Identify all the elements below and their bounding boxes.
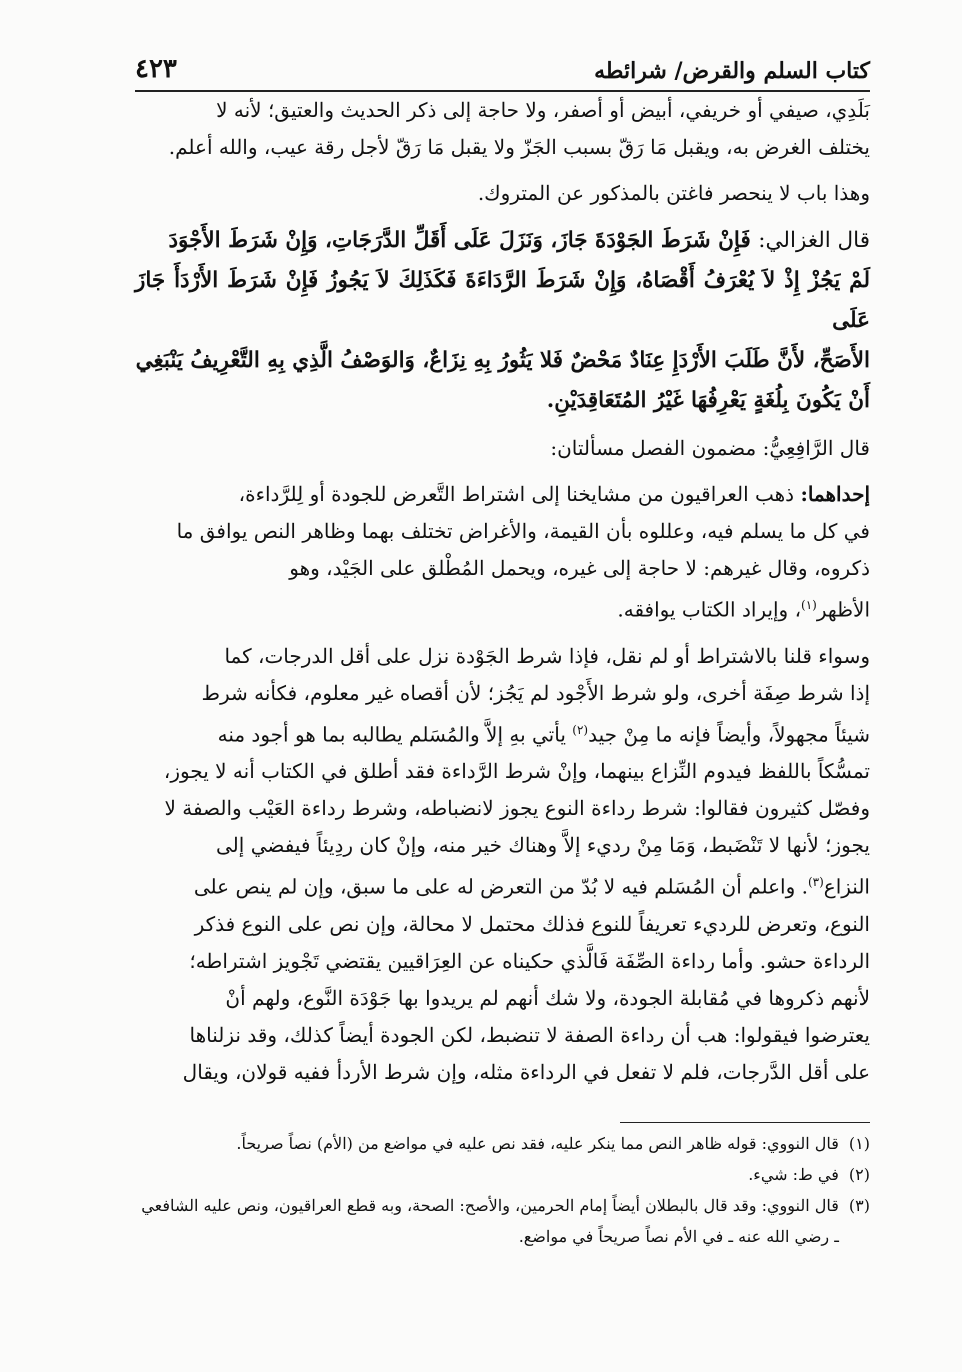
footnote [135, 1128, 870, 1159]
text-line: يختلف الغرض به، ويقبل مَا رَقّ بسبب الجَزّ ولا يقبل مَا رَقّ لأجل رقة عيب، والله أعلم. [168, 135, 870, 159]
ghazali-quote [135, 221, 870, 421]
page-header [135, 38, 870, 92]
text-line: إذا شرط صِفَة أخرى، ولو شرط الأَجْود لم يَجُز؛ لأن أقصاه غير معلوم، فكأنه شرط [201, 680, 870, 705]
text-fragment: النزاع [823, 874, 870, 899]
paragraph-discussion [135, 638, 870, 1091]
footnote-number: (١) [848, 1134, 870, 1153]
text-line: وسواء قلنا بالاشتراط أو لم نقل، فإذا شرط الجَوْدة نزل على أقل الدرجات، كما [224, 643, 870, 668]
running-title: كتاب السلم والقرض/ شرائطه [594, 58, 870, 84]
page-number: ٤٢٣ [135, 54, 177, 84]
paragraph-first-issue [135, 476, 870, 629]
text-line: على أقل الدَّرجات، فلم لا تفعل في الرداءة مثله، وإن شرط الأردأ ففيه قولان، ويقال [182, 1059, 870, 1084]
footnote-text: قال النووي: وقد قال بالبطلان أيضاً إمام الحرمين، والأصح: الصحة، وبه قطع العراقيون، ونص عليه الشافعي ـ رضي الله عنه ـ في الأم نصاً صريحاً في مواضع. [141, 1196, 839, 1246]
paragraph-1 [135, 92, 870, 166]
text-fragment: . واعلم أن المُسَلم فيه لا بُدّ من التعرض له على ما سبق، وإن لم ينص على [193, 874, 808, 899]
paragraph-2: وهذا باب لا ينحصر فاغتن بالمذكور عن المتروك. [477, 181, 870, 205]
text-line: ذهب العراقيون من مشايخنا إلى اشتراط التَّعرض للجودة أو لِلرَّداءة، [238, 482, 795, 506]
text-line: ذكروه، وقال غيرهم: لا حاجة إلى غيره، ويحمل المُطْلق على الجَيْد، وهو [289, 556, 870, 580]
paragraph-rafii: قال الرَّافِعِيُّ: مضمون الفصل مسألتان: [550, 436, 870, 460]
speaker-label: قال الغزالي: [758, 228, 870, 253]
footnote-divider [620, 1122, 870, 1123]
text-line: النوع، وتعرض للرديء تعريفاً للنوع فذلك محتمل لا محالة، وإن نص على النوع فذكر [194, 911, 870, 936]
text-fragment: ، وإيراد الكتاب يوافقه. [617, 597, 802, 622]
issue-label: إحداهما: [800, 482, 870, 506]
text-fragment: شيئاً مجهولاً، وأيضاً فإنه ما مِنْ جيد [588, 722, 870, 747]
text-line: الرداءة حشو. وأما رداءة الصِّفَة فَالَّذي حكيناه عن العِرَاقيين يقتضي تَجْويز اشتراطه؛ [189, 948, 870, 973]
footnote-number: (٣) [848, 1196, 870, 1215]
text-line: لَمْ يَجُزْ إِذْ لاَ يُعْرَفُ أَقْصَاهُ، وَإِنْ شَرَطَ الرَّدَاءَةَ فَكَذَلِكَ لاَ يَجُوزُ فَإِنْ شَرَطَ الأَرْدَأَ جَازَ عَلَى [135, 268, 870, 333]
footnotes [135, 1128, 870, 1252]
text-line: فَإِنْ شَرَطَ الجَوْدَةَ جَازَ، وَنَزَلَ عَلَى أَقَلِّ الدَّرَجَاتِ، وَإِنْ شَرَطَ الأَجْوَدَ [168, 228, 751, 253]
text-fragment: الأظهر [816, 597, 870, 622]
footnote-ref[interactable]: (٢) [572, 722, 589, 737]
text-line: وفصّل كثيرون فقالوا: شرط رداءة النوع يجوز لانضباطه، وشرط رداءة العَيْب والصفة لا [164, 796, 870, 821]
footnote [135, 1190, 870, 1252]
footnote-text: في ط: شيء. [748, 1165, 839, 1184]
text-line: لأنهم ذكروها في مُقابلة الجودة، ولا شك أنهم لم يريدوا بها جَوْدَة النَّوع، ولهم أنْ [225, 985, 870, 1010]
footnote-text: قال النووي: قوله ظاهر النص مما ينكر عليه، فقد نص عليه في مواضع من (الأم) نصاً صريحاً. [236, 1134, 839, 1153]
text-line: بَلَدِي، صيفي أو خريفي، أبيض أو أصفر، ولا حاجة إلى ذكر الحديث والعتيق؛ لأنه لا [216, 98, 870, 122]
text-line: يعترضوا فيقولوا: هب أن رداءة الصفة لا تنضبط، لكن الجودة أيضاً كذلك، وقد نزلناها [189, 1022, 870, 1047]
text-line: الأَصَحِّ، لأَنَّ طَلَبَ الأَرْدَإِ عِنَادٌ مَحْضٌ فَلا يَثُورُ بِهِ نِزَاعٌ، وَالوَصْفُ الَّذِي بِهِ التَّعْرِيفُ يَنْبَغِي [135, 348, 870, 373]
footnote-ref[interactable]: (١) [801, 598, 817, 612]
text-line: أَنْ يَكُونَ بِلُغَةٍ يَعْرِفُهَا غَيْرُ المُتَعَاقِدَيْنِ. [546, 388, 870, 413]
footnote-ref[interactable]: (٣) [807, 875, 824, 890]
text-fragment: يأتي بهِ إلاَّ والمُسَلم يطالبه بما هو أجود منه [217, 722, 573, 747]
text-line: يجوز؛ لأنها لا تَنْضَبط، وَمَا مِنْ رديء إلاَّ وهناك خير منه، وإنْ كان ردِيئاً فيفضي إلى [216, 833, 870, 858]
text-line: تمسُّكاً باللفظ فيدوم النِّزاع بينهما، وإنْ شرط الرَّداءة فقد أطلق في الكتاب أنه لا يجوز، [163, 759, 870, 784]
footnote [135, 1159, 870, 1190]
footnote-number: (٢) [848, 1165, 870, 1184]
main-text [135, 92, 870, 1100]
text-line: في كل ما يسلم فيه، وعللوه بأن القيمة، والأغراض تختلف بهما وظاهر النص يوافق ما [176, 519, 870, 543]
